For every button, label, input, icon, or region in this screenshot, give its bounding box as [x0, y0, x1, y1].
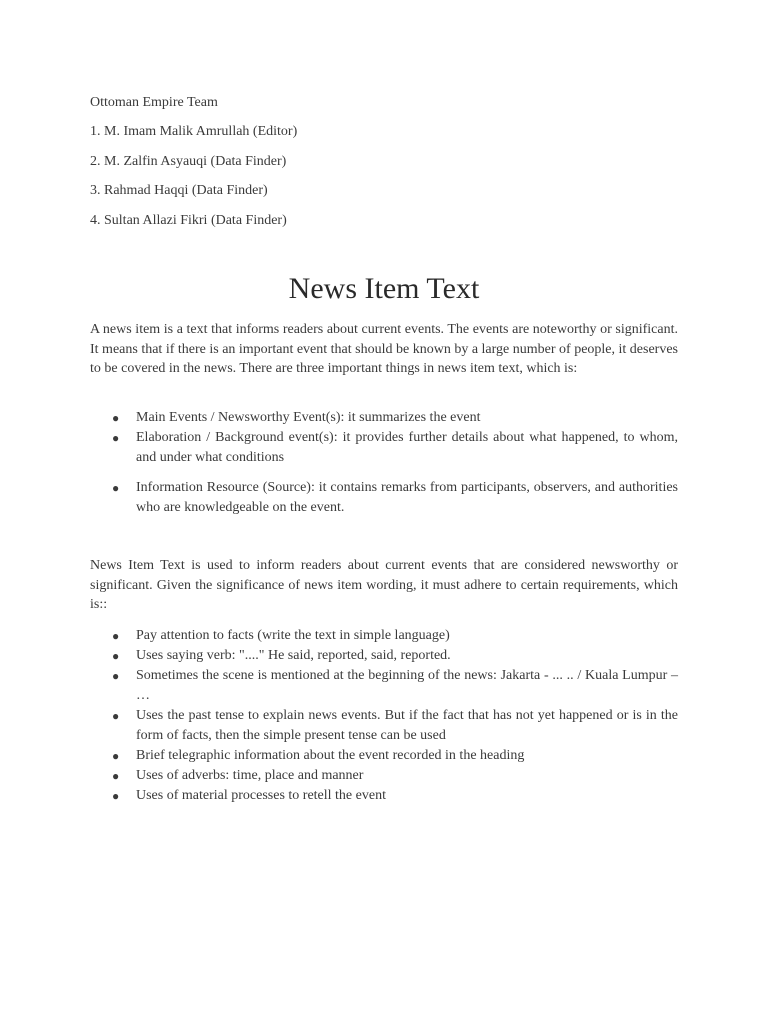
list-item	[90, 786, 678, 806]
list-item-text: Pay attention to facts (write the text in simple language)	[136, 628, 450, 643]
bullet-icon: ●	[112, 789, 120, 803]
list-item-text: Uses of material processes to retell the event	[136, 788, 386, 803]
list-item-text: Sometimes the scene is mentioned at the beginning of the news: Jakarta - ... .. / Kuala Lumpur – …	[136, 668, 678, 703]
document-title: News Item Text	[288, 272, 480, 305]
team-member-2: 2. M. Zalfin Asyauqi (Data Finder)	[90, 154, 287, 169]
bullet-icon: ●	[112, 431, 120, 445]
bullet-icon: ●	[112, 411, 120, 425]
list-item-text: Brief telegraphic information about the event recorded in the heading	[136, 748, 525, 763]
team-member-1: 1. M. Imam Malik Amrullah (Editor)	[90, 124, 298, 139]
bullet-icon: ●	[112, 669, 120, 683]
list-item	[90, 408, 678, 428]
team-title: Ottoman Empire Team	[90, 95, 218, 110]
bullet-icon: ●	[112, 749, 120, 763]
requirements-list	[90, 626, 678, 806]
team-member-3: 3. Rahmad Haqqi (Data Finder)	[90, 183, 268, 198]
list-item-text: Uses the past tense to explain news events. But if the fact that has not yet happened or is in the form of facts, then the simple present tense can be used	[136, 708, 678, 743]
list-item	[90, 666, 678, 706]
list-item	[90, 746, 678, 766]
bullet-icon: ●	[112, 709, 120, 723]
team-member-4: 4. Sultan Allazi Fikri (Data Finder)	[90, 213, 287, 228]
bullet-icon: ●	[112, 769, 120, 783]
list-item	[90, 706, 678, 746]
list-item-text: Uses of adverbs: time, place and manner	[136, 768, 364, 783]
requirements-paragraph: News Item Text is used to inform readers about current events that are considered newsworthy or significant. Given the significance of news item wording, it must adhere to certain requirements, which is::	[90, 558, 678, 613]
bullet-icon: ●	[112, 649, 120, 663]
intro-paragraph: A news item is a text that informs readers about current events. The events are noteworthy or significant. It means that if there is an important event that should be known by a large number of people, it deserves to be covered in the news. There are three important things in news item text, which is:	[90, 322, 678, 377]
bullet-icon: ●	[112, 629, 120, 643]
list-item	[90, 646, 678, 666]
list-item-text: Elaboration / Background event(s): it provides further details about what happened, to whom, and under what conditions	[136, 430, 678, 465]
list-item-text: Uses saying verb: "...." He said, reported, said, reported.	[136, 648, 451, 663]
list-item	[90, 478, 678, 518]
list-item	[90, 766, 678, 786]
list-item-text: Main Events / Newsworthy Event(s): it summarizes the event	[136, 410, 481, 425]
list-item	[90, 428, 678, 468]
bullet-icon: ●	[112, 481, 120, 495]
list-item-text: Information Resource (Source): it contains remarks from participants, observers, and authorities who are knowledgeable on the event.	[136, 480, 678, 515]
list-item	[90, 626, 678, 646]
key-points-list	[90, 408, 678, 518]
